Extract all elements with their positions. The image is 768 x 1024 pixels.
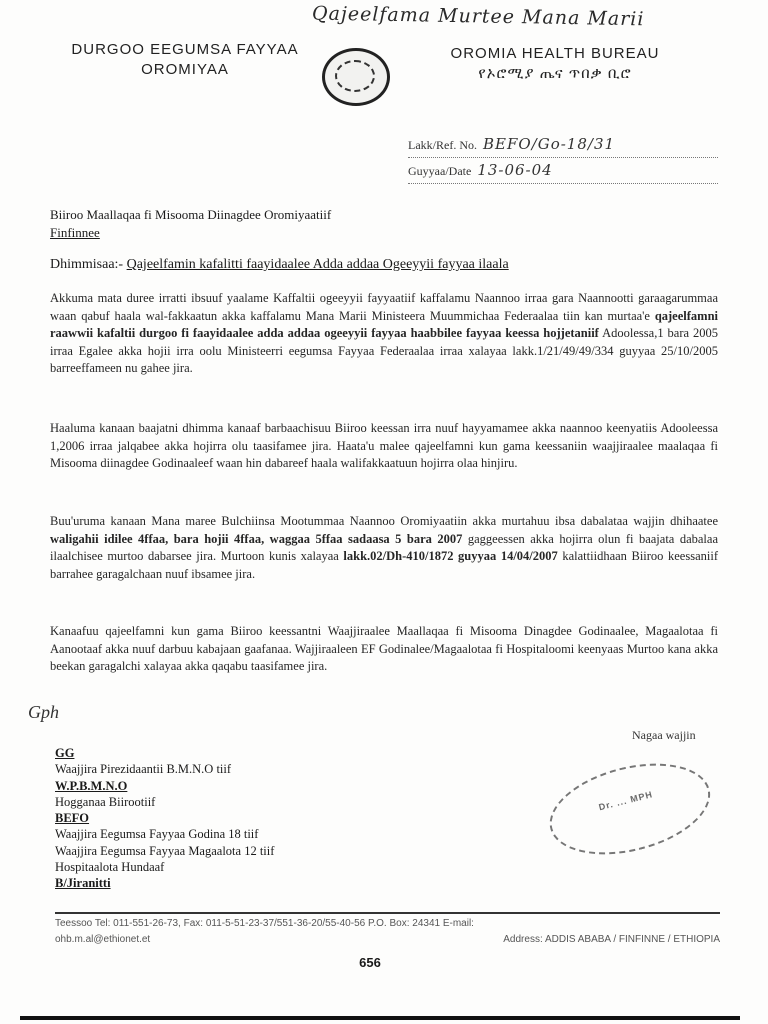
handwritten-note: Qajeelfama Murtee Mana Marii [311, 2, 645, 31]
org-name-english: OROMIA HEALTH BUREAU [450, 45, 660, 62]
cc-head: B/Jiranitti [55, 876, 111, 891]
cc-head: BEFO [55, 811, 90, 826]
body-paragraph [50, 623, 718, 676]
para-text: Adoolessa,1 bara 2005 irraa Egalee akka hojii irra oolu Ministeerri eegumsa Fayyaa Federaalaa irraa xalayaa lakk.1/21/49/49/334 guyyaa 25/10/2005 barreeffameen nu gahee jira. [50, 326, 718, 375]
cc-body: Waajjira Pirezidaantii B.M.N.O tiif [55, 762, 232, 777]
para-bold-text: waligahii idilee 4ffaa, bara hojii 4ffaa, waggaa 5ffaa sadaasa 5 bara 2007 [50, 531, 463, 546]
footer-contact: Teessoo Tel: 011-551-26-73, Fax: 011-5-51-23-37/551-36-20/55-40-56 P.O. Box: 24341 E-mail: [55, 918, 474, 929]
cc-body: Waajjira Eegumsa Fayyaa Godina 18 tiif [55, 827, 259, 842]
para-bold-text: lakk.02/Dh-410/1872 guyyaa 14/04/2007 [343, 549, 558, 563]
recipient-address [50, 206, 331, 242]
bureau-seal-logo [322, 48, 390, 106]
recipient-city: Finfinnee [50, 225, 100, 240]
cc-body: Waajjira Eegumsa Fayyaa Magaalota 12 tiif [55, 843, 275, 858]
letterhead-right [420, 44, 690, 84]
letter-footer [55, 916, 720, 948]
official-stamp [520, 738, 750, 896]
ref-value: BEFO/Go-18/31 [482, 135, 616, 153]
closing-salutation: Nagaa wajjin [632, 728, 696, 742]
initials-signature: Gph [28, 702, 59, 722]
para-text: kalattiidhaan Biiroo keessaniif barrahee garagalchaan nuuf ibsamee jira. [50, 549, 718, 581]
cc-head: GG [55, 746, 75, 760]
footer-address: Address: ADDIS ABABA / FINFINNE / ETHIOPIA [503, 934, 720, 945]
footer-email: ohb.m.al@ethionet.et [55, 934, 151, 945]
para-text: Kanaafuu qajeelfamni kun gama Biiroo keessantni Waajjiraalee Maallaqaa fi Misooma Dinagdee Godinaalee, Magaalotaa fi Aanootaaf akka nuuf darbuu kabajaan gaafanaa. Wajjiraaleen EF Godinalee/Magaalotaa fi Hospitaloomi keenyaas Murtoo kana akka beekan garagalchi xalayaa akka qaqabu taasifamee jira. [50, 624, 718, 673]
para-text: gaggeessen akka hojirra olun fi baajata dabalaa ilaalchisee murtoo dabarsee jira. Murtoon kunis xalayaa [50, 531, 718, 563]
body-paragraph [50, 290, 718, 378]
cc-body: Hogganaa Biirootiif [55, 794, 156, 809]
ref-label: Lakk/Ref. No. [408, 138, 477, 152]
body-paragraph [50, 513, 718, 583]
recipient-line: Biiroo Maallaqaa fi Misooma Diinagdee Oromiyaatiif [50, 207, 332, 222]
para-bold-text: qajeelfamni raawwii kafaltii durgoo fi faayidaalee adda addaa ogeeyyii fayyaa haabbilee fayyaa keessa hojjetaniif [50, 308, 718, 340]
org-name-oromo: DURGOO EEGUMSA FAYYAA [71, 41, 299, 58]
subject-text: Qajeelfamin kafalitti faayidaalee Adda addaa Ogeeyyii fayyaa ilaala [126, 257, 509, 272]
copy-to-list [55, 745, 274, 892]
date-value: 13-06-04 [477, 161, 553, 179]
para-text: Haaluma kanaan baajatni dhimma kanaaf barbaachisuu Biiroo keessan irra nuuf hayyamamee akka naannoo keenyatiis Adooleessa 1,2006 irraa jalqabee akka hojirra olu taasifamee jira. Haata'u malee qajeelfamni kun gama keessaniin waajjiraalee maalaqaa fi Misooma diinagdee Godinaaleef waan hin dabareef haala walifakkaatuun hojirra olaa hinjiru. [50, 421, 718, 470]
subject-label: Dhimmisaa:- [50, 257, 124, 272]
cc-body: Hospitaalota Hundaaf [55, 860, 165, 875]
footer-divider [55, 912, 720, 914]
org-name-amharic: የኦሮሚያ ጤና ጥበቃ ቢሮ [478, 65, 632, 82]
letterhead-left [60, 40, 310, 80]
org-region-oromo: OROMIYAA [141, 61, 229, 78]
para-text: Akkuma mata duree irratti ibsuuf yaalame Kaffaltii ogeeyyii fayyaatiif kaffalamu Naannoo irraa gara Naannootti garaagarummaa waan qabuf haala wal-fakkaatun akka kaffalamu Mana Marii Ministeera Muummichaa Federaalaa tiin kan murtaa'e [50, 291, 718, 323]
subject-line [50, 257, 509, 273]
body-paragraph [50, 420, 718, 473]
para-text: Buu'uruma kanaan Mana maree Bulchiinsa Mootummaa Naannoo Oromiyaatiin akka murtahuu ibsa dabalataa wajjin dhihaatee [50, 514, 718, 528]
stamp-text: Dr. ... MPH [597, 789, 654, 813]
cc-head: W.P.B.M.N.O [55, 778, 128, 793]
bottom-border [20, 1016, 740, 1020]
date-label: Guyyaa/Date [408, 164, 472, 178]
reference-block [408, 132, 718, 184]
page-number: 656 [359, 955, 381, 970]
